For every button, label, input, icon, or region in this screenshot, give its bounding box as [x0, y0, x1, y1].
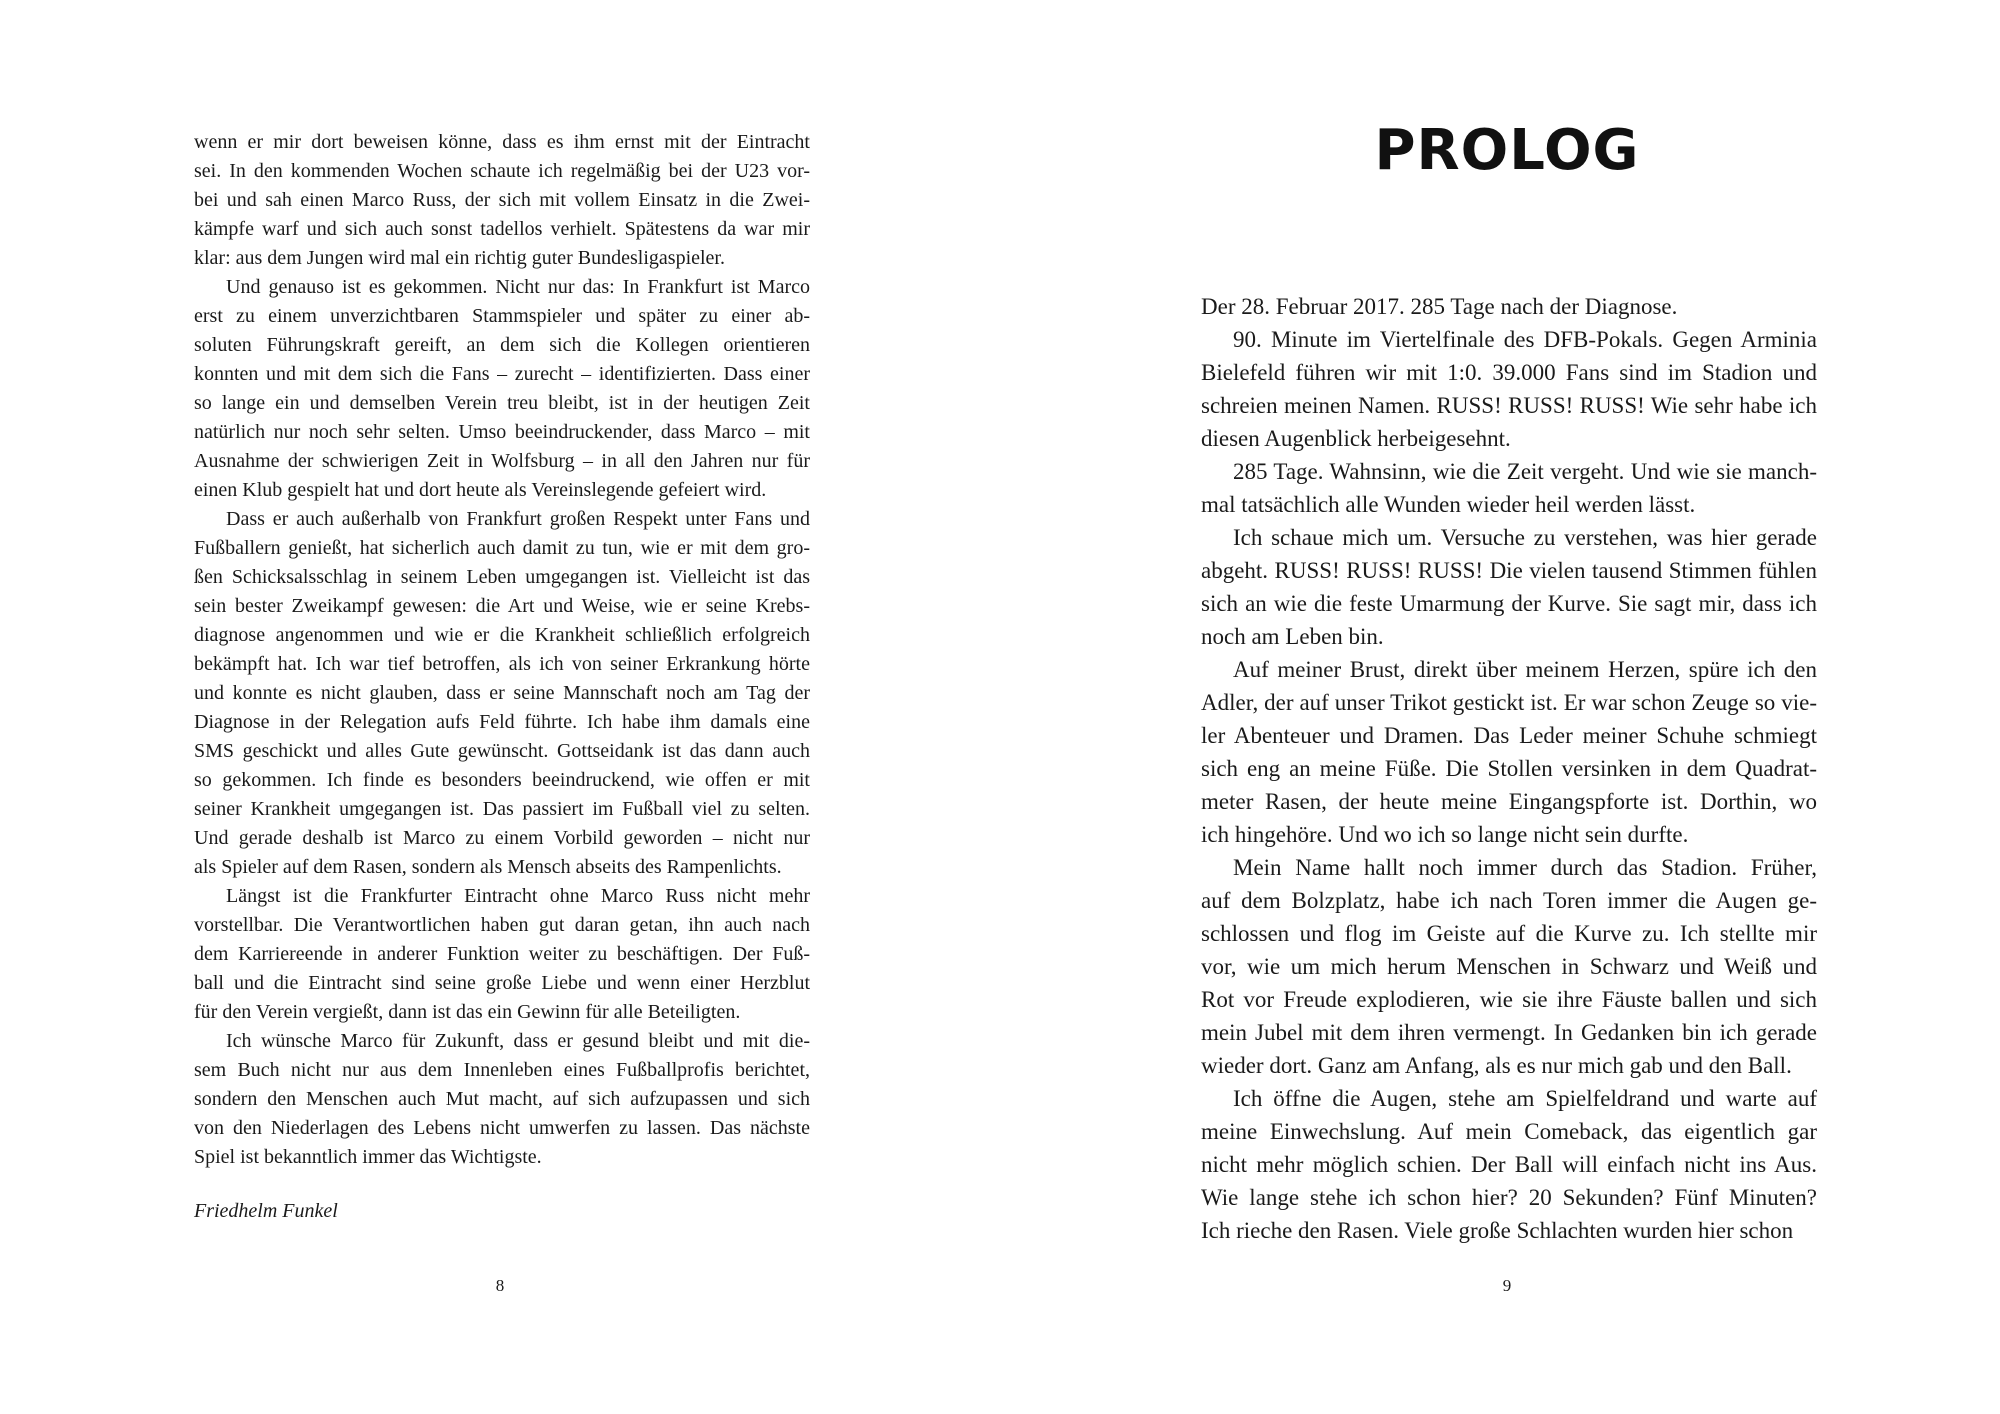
right-page — [1000, 0, 2000, 1414]
text-line: Fußballern genießt, hat sicherlich auch damit zu tun, wie er mit dem gro- — [194, 537, 810, 559]
text-line: bei und sah einen Marco Russ, der sich mit vollem Einsatz in die Zwei- — [194, 189, 810, 211]
text-line: so lange ein und demselben Verein treu bleibt, ist in der heutigen Zeit — [194, 392, 810, 414]
text-line: noch am Leben bin. — [1201, 624, 1384, 649]
text-line: 90. Minute im Viertelfinale des DFB-Pokals. Gegen Arminia — [1233, 327, 1817, 352]
text-line: Ich rieche den Rasen. Viele große Schlachten wurden hier schon — [1201, 1218, 1794, 1243]
text-line: seiner Krankheit umgegangen ist. Das passiert im Fußball viel zu selten. — [194, 798, 810, 820]
text-line: vor, wie um mich herum Menschen in Schwarz und Weiß und — [1201, 954, 1817, 979]
text-line: Ich wünsche Marco für Zukunft, dass er gesund bleibt und mit die- — [226, 1030, 810, 1052]
text-line: Rot vor Freude explodieren, wie sie ihre Fäuste ballen und sich — [1201, 987, 1817, 1012]
text-line: Der 28. Februar 2017. 285 Tage nach der Diagnose. — [1201, 294, 1678, 319]
text-line: mein Jubel mit dem ihren vermengt. In Gedanken bin ich gerade — [1201, 1020, 1817, 1045]
text-line: sondern den Menschen auch Mut macht, auf sich aufzupassen und sich — [194, 1088, 810, 1110]
text-line: Längst ist die Frankfurter Eintracht ohne Marco Russ nicht mehr — [226, 885, 810, 907]
text-line: und konnte es nicht glauben, dass er seine Mannschaft noch am Tag der — [194, 682, 810, 704]
text-line: ßen Schicksalsschlag in seinem Leben umgegangen ist. Vielleicht ist das — [194, 566, 810, 588]
text-line: SMS geschickt und alles Gute gewünscht. Gottseidank ist das dann auch — [194, 740, 810, 762]
text-line: sei. In den kommenden Wochen schaute ich regelmäßig bei der U23 vor- — [194, 160, 810, 182]
text-line: sein bester Zweikampf gewesen: die Art und Weise, wie er seine Krebs- — [194, 595, 810, 617]
foreword-signature: Friedhelm Funkel — [194, 1200, 338, 1222]
text-line: vorstellbar. Die Verantwortlichen haben gut daran getan, ihn auch nach — [194, 914, 810, 936]
text-line: Mein Name hallt noch immer durch das Stadion. Früher, — [1233, 855, 1817, 880]
text-line: klar: aus dem Jungen wird mal ein richtig guter Bundesligaspieler. — [194, 247, 725, 269]
text-line: einen Klub gespielt hat und dort heute als Vereinslegende gefeiert wird. — [194, 479, 767, 501]
text-line: kämpfe warf und sich auch sonst tadellos verhielt. Spätestens da war mir — [194, 218, 810, 240]
text-line: Spiel ist bekanntlich immer das Wichtigste. — [194, 1146, 542, 1168]
text-line: als Spieler auf dem Rasen, sondern als Mensch abseits des Rampenlichts. — [194, 856, 782, 878]
text-line: sich an wie die feste Umarmung der Kurve. Sie sagt mir, dass ich — [1201, 591, 1817, 616]
text-line: von den Niederlagen des Lebens nicht umwerfen zu lassen. Das nächste — [194, 1117, 810, 1139]
text-line: soluten Führungskraft gereift, an dem sich die Kollegen orientieren — [194, 334, 810, 356]
text-line: Ausnahme der schwierigen Zeit in Wolfsburg – in all den Jahren nur für — [194, 450, 810, 472]
text-line: schlossen und flog im Geiste auf die Kurve zu. Ich stellte mir — [1201, 921, 1817, 946]
text-line: konnten und mit dem sich die Fans – zurecht – identifizierten. Dass einer — [194, 363, 810, 385]
text-line: diesen Augenblick herbeigesehnt. — [1201, 426, 1511, 451]
text-line: wenn er mir dort beweisen könne, dass es ihm ernst mit der Eintracht — [194, 131, 810, 153]
text-line: erst zu einem unverzichtbaren Stammspieler und später zu einer ab- — [194, 305, 810, 327]
text-line: diagnose angenommen und wie er die Krankheit schließlich erfolgreich — [194, 624, 810, 646]
text-line: dem Karriereende in anderer Funktion weiter zu beschäftigen. Der Fuß- — [194, 943, 810, 965]
chapter-title: PROLOG — [1374, 118, 1640, 183]
text-line: mal tatsächlich alle Wunden wieder heil werden lässt. — [1201, 492, 1696, 517]
text-line: Ich schaue mich um. Versuche zu verstehen, was hier gerade — [1233, 525, 1817, 550]
text-line: Und genauso ist es gekommen. Nicht nur das: In Frankfurt ist Marco — [226, 276, 810, 298]
page-number-right: 9 — [1502, 1276, 1512, 1295]
text-line: Auf meiner Brust, direkt über meinem Herzen, spüre ich den — [1233, 657, 1817, 682]
text-line: ball und die Eintracht sind seine große Liebe und wenn einer Herzblut — [194, 972, 810, 994]
text-line: Bielefeld führen wir mit 1:0. 39.000 Fans sind im Stadion und — [1201, 360, 1817, 385]
text-line: sem Buch nicht nur aus dem Innenleben eines Fußballprofis berichtet, — [194, 1059, 810, 1081]
text-line: Diagnose in der Relegation aufs Feld führte. Ich habe ihm damals eine — [194, 711, 810, 733]
text-line: Dass er auch außerhalb von Frankfurt großen Respekt unter Fans und — [226, 508, 810, 530]
text-line: 285 Tage. Wahnsinn, wie die Zeit vergeht. Und wie sie manch- — [1233, 459, 1817, 484]
text-line: bekämpft hat. Ich war tief betroffen, als ich von seiner Erkrankung hörte — [194, 653, 810, 675]
text-line: nicht mehr möglich schien. Der Ball will einfach nicht ins Aus. — [1201, 1152, 1817, 1177]
text-line: Und gerade deshalb ist Marco zu einem Vorbild geworden – nicht nur — [194, 827, 810, 849]
text-line: natürlich nur noch sehr selten. Umso beeindruckender, dass Marco – mit — [194, 421, 810, 443]
text-line: auf dem Bolzplatz, habe ich nach Toren immer die Augen ge- — [1201, 888, 1817, 913]
text-line: ich hingehöre. Und wo ich so lange nicht sein durfte. — [1201, 822, 1689, 847]
text-line: meine Einwechslung. Auf mein Comeback, das eigentlich gar — [1201, 1119, 1817, 1144]
text-line: abgeht. RUSS! RUSS! RUSS! Die vielen tausend Stimmen fühlen — [1201, 558, 1817, 583]
text-line: so gekommen. Ich finde es besonders beeindruckend, wie offen er mit — [194, 769, 810, 791]
text-line: wieder dort. Ganz am Anfang, als es nur mich gab und den Ball. — [1201, 1053, 1792, 1078]
text-line: schreien meinen Namen. RUSS! RUSS! RUSS! Wie sehr habe ich — [1201, 393, 1817, 418]
text-line: meter Rasen, der heute meine Eingangspforte ist. Dorthin, wo — [1201, 789, 1817, 814]
text-line: ler Abenteuer und Dramen. Das Leder meiner Schuhe schmiegt — [1201, 723, 1817, 748]
text-line: für den Verein vergießt, dann ist das ein Gewinn für alle Beteiligten. — [194, 1001, 741, 1023]
text-line: Ich öffne die Augen, stehe am Spielfeldrand und warte auf — [1233, 1086, 1817, 1111]
text-line: sich eng an meine Füße. Die Stollen versinken in dem Quadrat- — [1201, 756, 1817, 781]
text-line: Wie lange stehe ich schon hier? 20 Sekunden? Fünf Minuten? — [1201, 1185, 1817, 1210]
text-line: Adler, der auf unser Trikot gestickt ist. Er war schon Zeuge so vie- — [1201, 690, 1817, 715]
page-number-left: 8 — [495, 1276, 505, 1295]
